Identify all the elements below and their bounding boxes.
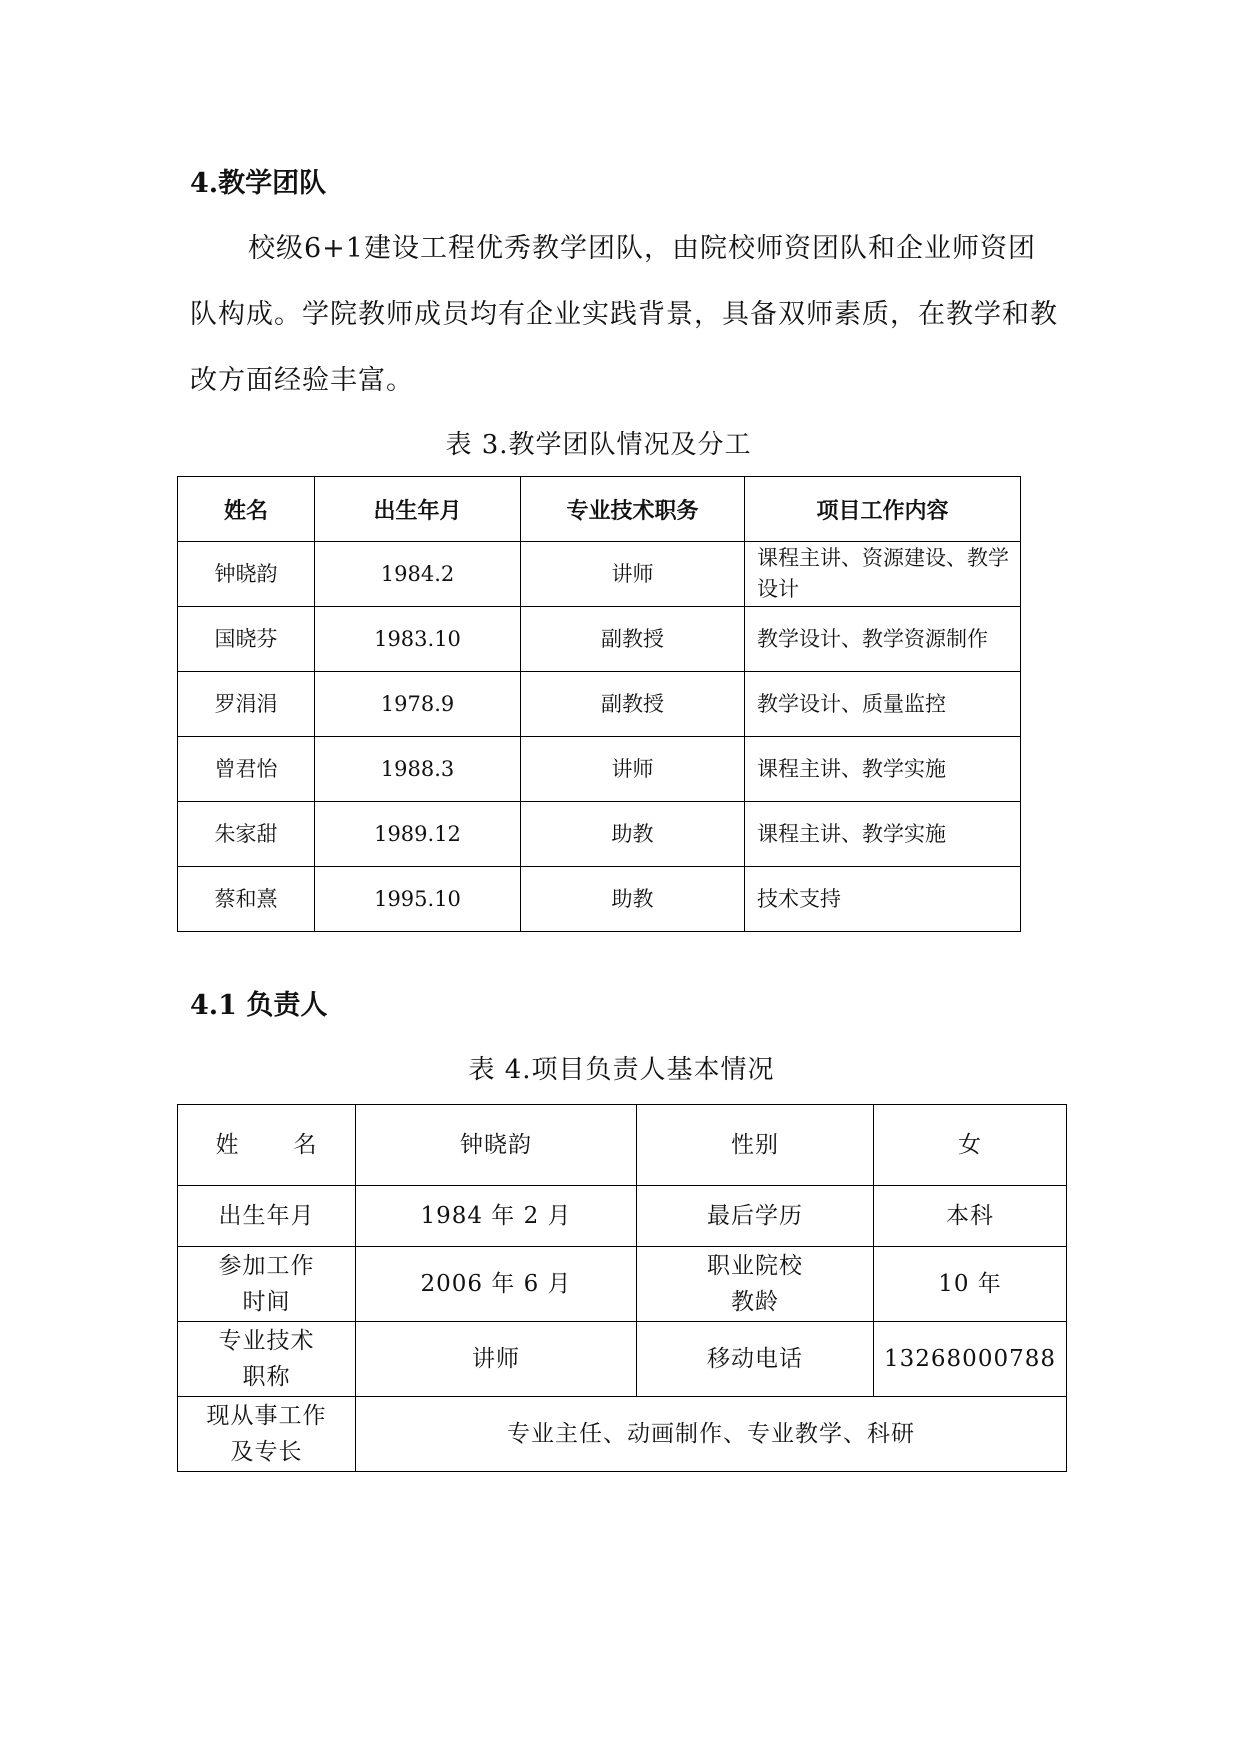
education-label: 最后学历 bbox=[637, 1186, 874, 1247]
table-row bbox=[178, 867, 1021, 932]
cell-birth: 1989.12 bbox=[315, 802, 521, 867]
leader-row-title bbox=[178, 1322, 1067, 1397]
current-work-label-line1: 现从事工作 bbox=[206, 1403, 327, 1429]
cell-title: 副教授 bbox=[521, 607, 745, 672]
title-value: 讲师 bbox=[356, 1322, 637, 1397]
table-header-row bbox=[178, 477, 1021, 542]
gender-value: 女 bbox=[874, 1105, 1067, 1186]
education-value: 本科 bbox=[874, 1186, 1067, 1247]
cell-name: 曾君怡 bbox=[178, 737, 315, 802]
cell-birth: 1983.10 bbox=[315, 607, 521, 672]
leader-row-name bbox=[178, 1105, 1067, 1186]
team-table bbox=[177, 476, 1021, 932]
table-row bbox=[178, 802, 1021, 867]
cell-name: 钟晓韵 bbox=[178, 542, 315, 607]
cell-title: 助教 bbox=[521, 802, 745, 867]
current-work-label bbox=[178, 1397, 356, 1472]
cell-work: 技术支持 bbox=[745, 867, 1021, 932]
subsection-heading: 4.1 负责人 bbox=[190, 990, 328, 1021]
cell-work: 课程主讲、教学实施 bbox=[745, 802, 1021, 867]
paragraph-text: 校级6+1建设工程优秀教学团队，由院校师资团队和企业师资团队构成。学院教师成员均有企业实践背景，具备双师素质，在教学和教改方面经验丰富。 bbox=[190, 233, 1058, 396]
header-name: 姓名 bbox=[178, 477, 315, 542]
table-row bbox=[178, 542, 1021, 607]
leader-row-current-work bbox=[178, 1397, 1067, 1472]
cell-work: 课程主讲、资源建设、教学设计 bbox=[745, 542, 1021, 607]
work-start-label-line1: 参加工作 bbox=[218, 1253, 315, 1279]
section-paragraph bbox=[190, 216, 1060, 414]
title-label bbox=[178, 1322, 356, 1397]
name-label-a: 姓 bbox=[215, 1132, 240, 1158]
leader-row-birth bbox=[178, 1186, 1067, 1247]
work-start-label-line2: 时间 bbox=[242, 1289, 291, 1315]
cell-birth: 1984.2 bbox=[315, 542, 521, 607]
cell-title: 讲师 bbox=[521, 737, 745, 802]
header-title: 专业技术职务 bbox=[521, 477, 745, 542]
cell-title: 副教授 bbox=[521, 672, 745, 737]
table-row bbox=[178, 672, 1021, 737]
cell-work: 教学设计、教学资源制作 bbox=[745, 607, 1021, 672]
gender-label: 性别 bbox=[637, 1105, 874, 1186]
title-label-line2: 职称 bbox=[242, 1364, 291, 1390]
cell-work: 教学设计、质量监控 bbox=[745, 672, 1021, 737]
cell-name: 朱家甜 bbox=[178, 802, 315, 867]
cell-birth: 1978.9 bbox=[315, 672, 521, 737]
cell-name: 蔡和熹 bbox=[178, 867, 315, 932]
phone-value: 13268000788 bbox=[874, 1322, 1067, 1397]
leader-row-work-start bbox=[178, 1247, 1067, 1322]
table-row bbox=[178, 607, 1021, 672]
current-work-label-line2: 及专长 bbox=[230, 1439, 303, 1465]
table4-caption: 表 4.项目负责人基本情况 bbox=[468, 1055, 775, 1085]
section-heading: 4.教学团队 bbox=[190, 168, 327, 199]
name-label-b: 名 bbox=[293, 1132, 318, 1158]
header-birth: 出生年月 bbox=[315, 477, 521, 542]
teaching-years-value: 10 年 bbox=[874, 1247, 1067, 1322]
cell-title: 助教 bbox=[521, 867, 745, 932]
birth-value: 1984 年 2 月 bbox=[356, 1186, 637, 1247]
current-work-value: 专业主任、动画制作、专业教学、科研 bbox=[356, 1397, 1067, 1472]
work-start-label bbox=[178, 1247, 356, 1322]
title-label-line1: 专业技术 bbox=[218, 1328, 315, 1354]
teaching-years-label-line2: 教龄 bbox=[731, 1289, 779, 1315]
birth-label: 出生年月 bbox=[178, 1186, 356, 1247]
cell-work: 课程主讲、教学实施 bbox=[745, 737, 1021, 802]
cell-name: 罗涓涓 bbox=[178, 672, 315, 737]
cell-name: 国晓芬 bbox=[178, 607, 315, 672]
teaching-years-label bbox=[637, 1247, 874, 1322]
header-work: 项目工作内容 bbox=[745, 477, 1021, 542]
cell-title: 讲师 bbox=[521, 542, 745, 607]
cell-birth: 1988.3 bbox=[315, 737, 521, 802]
work-start-value: 2006 年 6 月 bbox=[356, 1247, 637, 1322]
cell-birth: 1995.10 bbox=[315, 867, 521, 932]
name-value: 钟晓韵 bbox=[356, 1105, 637, 1186]
name-label bbox=[178, 1105, 356, 1186]
table3-caption: 表 3.教学团队情况及分工 bbox=[445, 430, 752, 460]
leader-table bbox=[177, 1104, 1067, 1472]
phone-label: 移动电话 bbox=[637, 1322, 874, 1397]
table-row bbox=[178, 737, 1021, 802]
teaching-years-label-line1: 职业院校 bbox=[707, 1253, 803, 1279]
